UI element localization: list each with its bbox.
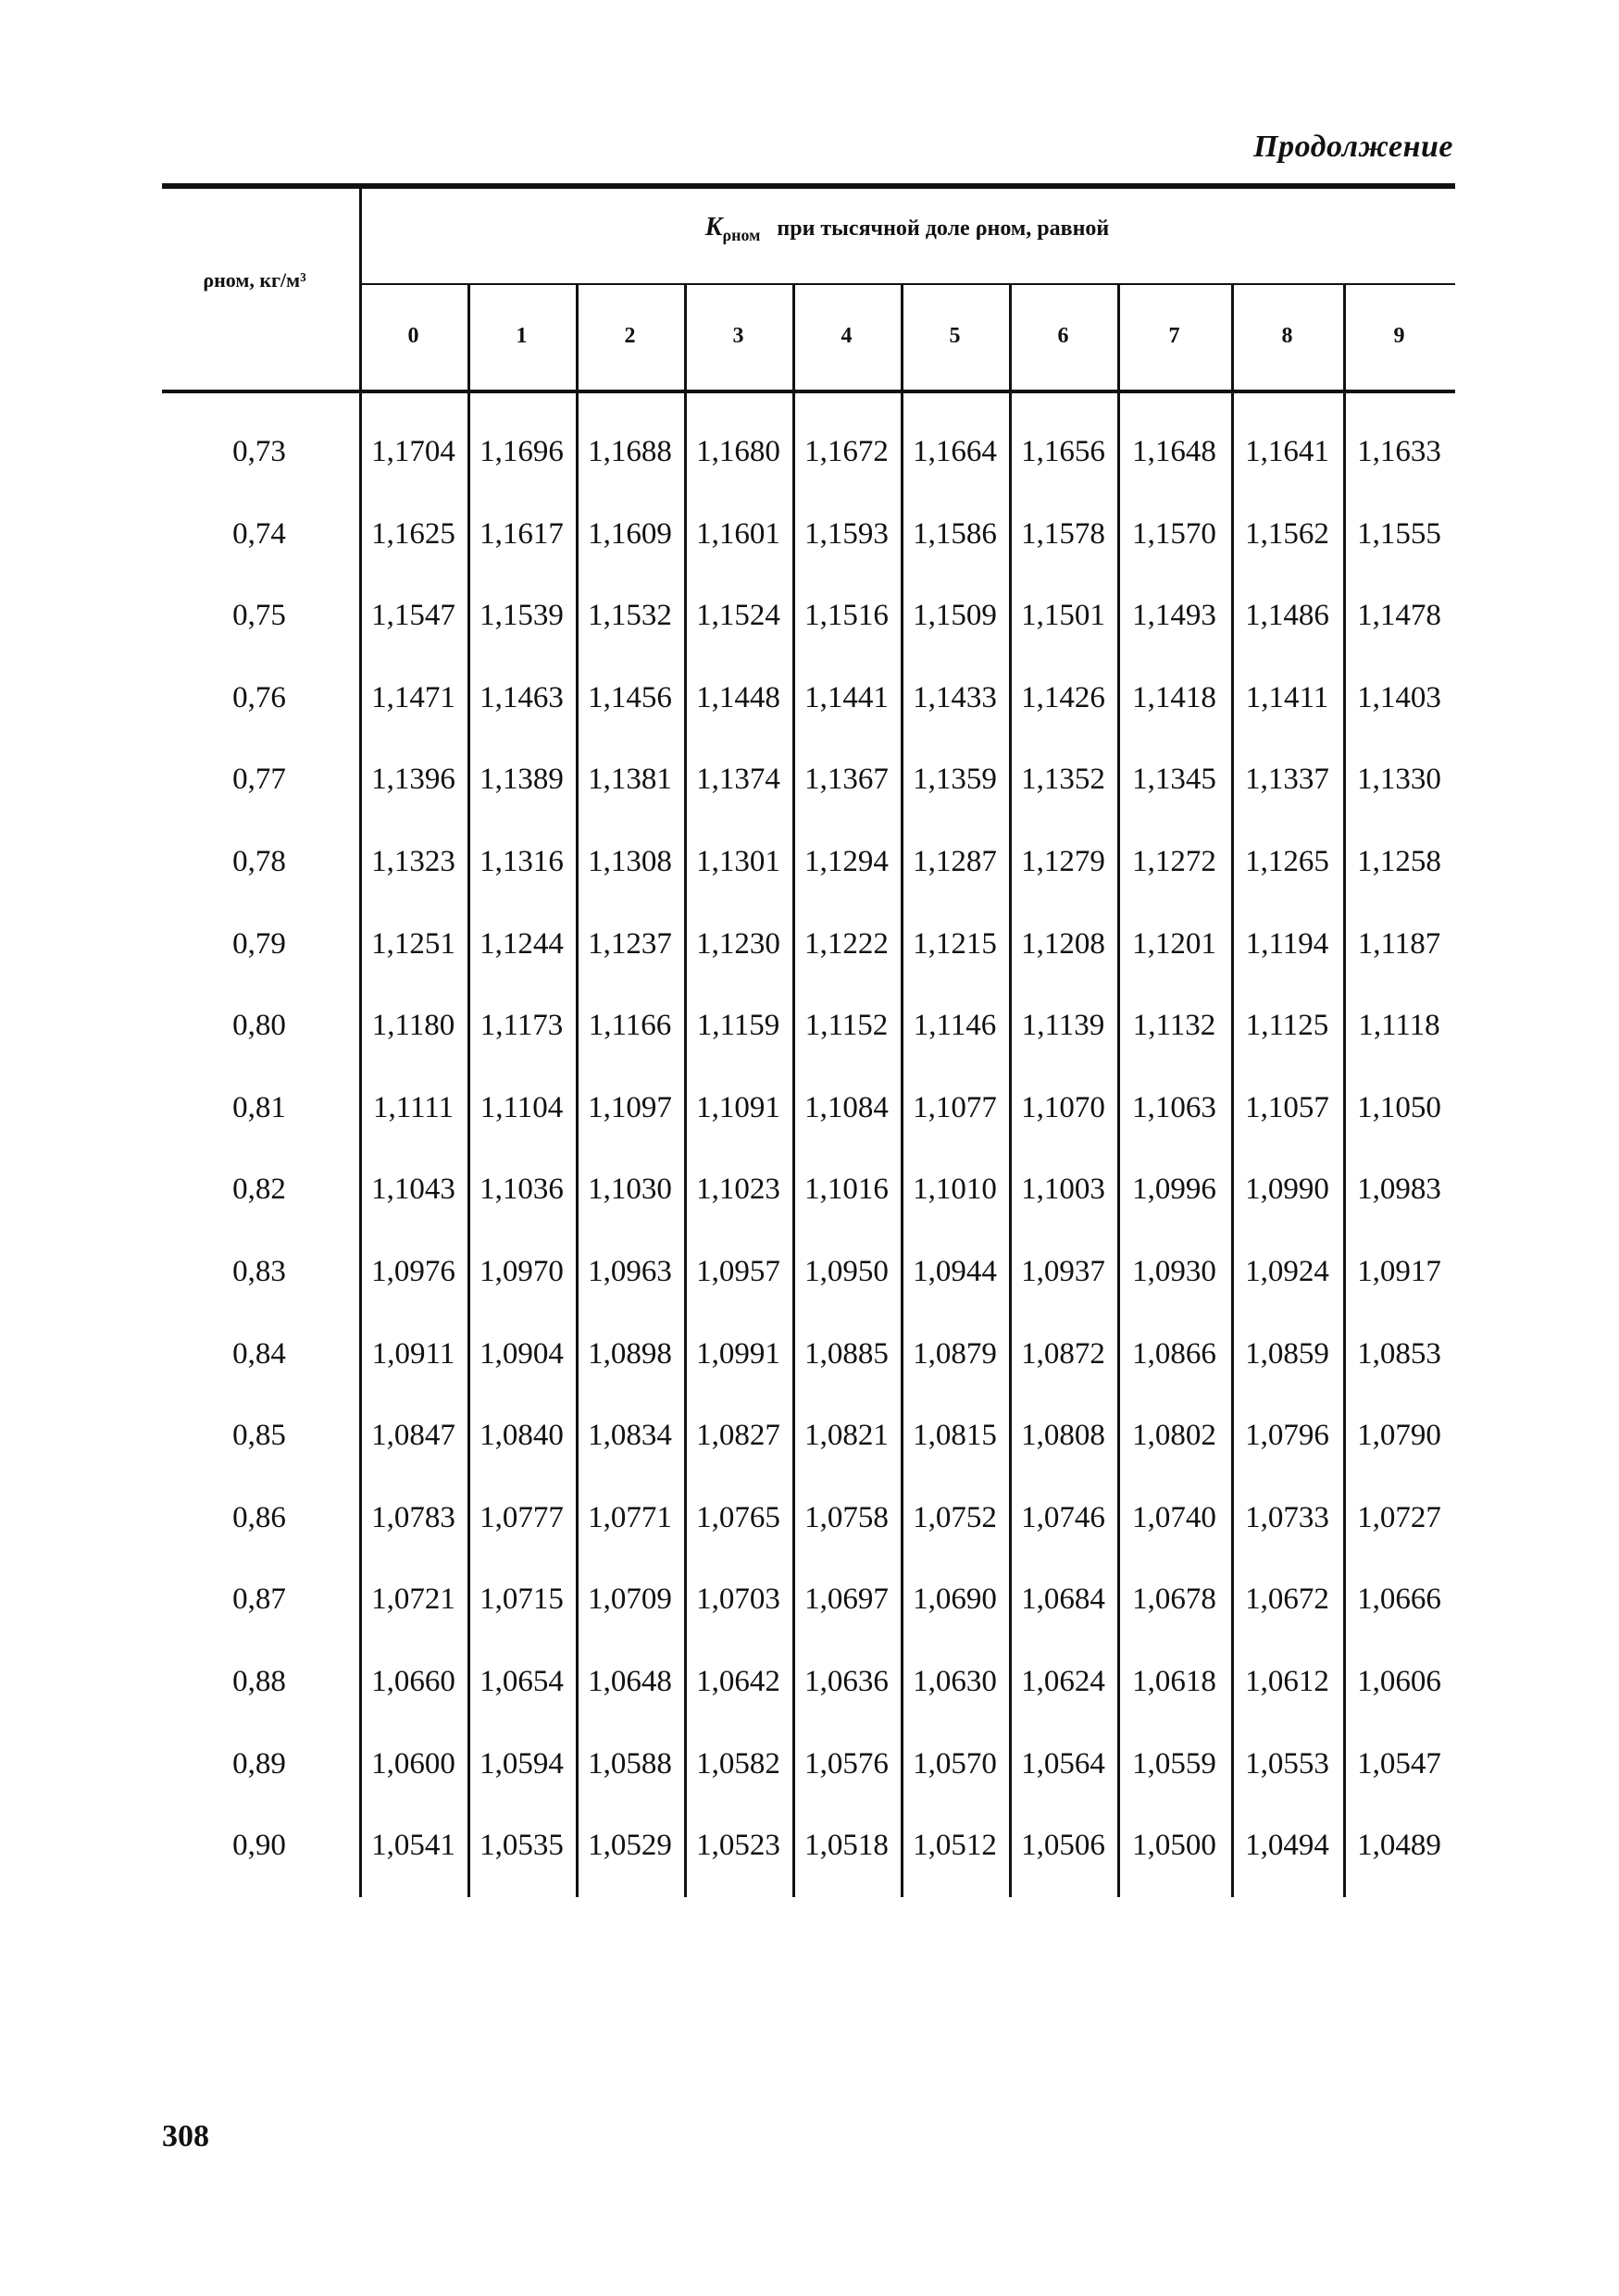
- table-cell: 1,1215: [913, 927, 997, 961]
- table-cell: 1,0885: [804, 1337, 889, 1371]
- table-cell: 1,0853: [1357, 1337, 1441, 1371]
- table-cell: 1,1251: [371, 927, 455, 961]
- table-header-rule: [162, 390, 1455, 393]
- table-cell: 1,0904: [479, 1337, 564, 1371]
- table-cell: 1,1125: [1245, 1009, 1329, 1042]
- column-header: 7: [1168, 324, 1180, 348]
- table-cell: 1,1664: [913, 435, 997, 468]
- table-cell: 1,1057: [1245, 1091, 1329, 1124]
- table-cell: 1,0721: [371, 1582, 455, 1616]
- table-cell: 1,0559: [1132, 1747, 1216, 1781]
- table-cell: 1,0765: [696, 1501, 780, 1534]
- column-header: 2: [624, 324, 636, 348]
- table-cell: 1,1187: [1357, 927, 1441, 961]
- table-cell: 1,0606: [1357, 1665, 1441, 1698]
- row-label: 0,77: [232, 763, 286, 796]
- table-cell: 1,1159: [696, 1009, 780, 1042]
- page-number: 308: [162, 2119, 209, 2153]
- table-cell: 1,1111: [372, 1091, 455, 1124]
- table-cell: 1,1696: [479, 435, 564, 468]
- column-header: 5: [949, 324, 961, 348]
- table-cell: 1,0937: [1021, 1255, 1105, 1288]
- table-cell: 1,0727: [1357, 1501, 1441, 1534]
- table-cell: 1,0612: [1245, 1665, 1329, 1698]
- group-header-symbol: K: [704, 213, 723, 242]
- table-cell: 1,1077: [913, 1091, 997, 1124]
- table-cell: 1,0879: [913, 1337, 997, 1371]
- table-cell: 1,1418: [1132, 681, 1216, 714]
- row-label: 0,81: [232, 1091, 286, 1124]
- table-cell: 1,1003: [1021, 1173, 1105, 1206]
- table-cell: 1,1173: [479, 1009, 564, 1042]
- table-cell: 1,0594: [479, 1747, 564, 1781]
- table-cell: 1,1381: [588, 763, 672, 796]
- table-cell: 1,1463: [479, 681, 564, 714]
- table-cell: 1,1486: [1245, 599, 1329, 632]
- table-cell: 1,0494: [1245, 1829, 1329, 1862]
- table-cell: 1,1532: [588, 599, 672, 632]
- table-cell: 1,1016: [804, 1173, 889, 1206]
- table-cell: 1,1279: [1021, 845, 1105, 878]
- row-label: 0,78: [232, 845, 286, 878]
- table-subheader-rule: [359, 283, 1455, 285]
- table-cell: 1,1287: [913, 845, 997, 878]
- table-cell: 1,0963: [588, 1255, 672, 1288]
- table-cell: 1,1208: [1021, 927, 1105, 961]
- table-cell: 1,1524: [696, 599, 780, 632]
- row-label: 0,84: [232, 1337, 286, 1371]
- table-cell: 1,0740: [1132, 1501, 1216, 1534]
- table-cell: 1,0703: [696, 1582, 780, 1616]
- table-cell: 1,0991: [696, 1337, 780, 1371]
- table-cell: 1,0654: [479, 1665, 564, 1698]
- table-cell: 1,0911: [371, 1337, 455, 1371]
- table-cell: 1,1201: [1132, 927, 1216, 961]
- table-cell: 1,1617: [479, 517, 564, 551]
- table-cell: 1,1367: [804, 763, 889, 796]
- table-cell: 1,1265: [1245, 845, 1329, 878]
- table-cell: 1,0697: [804, 1582, 889, 1616]
- table-cell: 1,1330: [1357, 763, 1441, 796]
- table-cell: 1,1656: [1021, 435, 1105, 468]
- table-cell: 1,1230: [696, 927, 780, 961]
- table-cell: 1,1374: [696, 763, 780, 796]
- table-cell: 1,1403: [1357, 681, 1441, 714]
- row-label: 0,80: [232, 1009, 286, 1042]
- group-header-text: при тысячной доле ρном, равной: [777, 217, 1110, 241]
- table-cell: 1,0512: [913, 1829, 997, 1862]
- table-cell: 1,1547: [371, 599, 455, 632]
- column-header: 6: [1057, 324, 1069, 348]
- column-header: 1: [516, 324, 528, 348]
- table-cell: 1,1091: [696, 1091, 780, 1124]
- table-cell: 1,1222: [804, 927, 889, 961]
- table-cell: 1,1272: [1132, 845, 1216, 878]
- table-cell: 1,1308: [588, 845, 672, 878]
- table-cell: 1,1570: [1132, 517, 1216, 551]
- row-label: 0,90: [232, 1829, 286, 1862]
- row-label: 0,85: [232, 1419, 286, 1452]
- table-cell: 1,1609: [588, 517, 672, 551]
- row-label: 0,88: [232, 1665, 286, 1698]
- table-cell: 1,0588: [588, 1747, 672, 1781]
- table-cell: 1,0523: [696, 1829, 780, 1862]
- table-cell: 1,0917: [1357, 1255, 1441, 1288]
- table-cell: 1,1316: [479, 845, 564, 878]
- table-cell: 1,1132: [1132, 1009, 1216, 1042]
- table-cell: 1,0859: [1245, 1337, 1329, 1371]
- table-cell: 1,0500: [1132, 1829, 1216, 1862]
- column-header: 8: [1281, 324, 1293, 348]
- row-label: 0,83: [232, 1255, 286, 1288]
- table-cell: 1,1036: [479, 1173, 564, 1206]
- table-cell: 1,1471: [371, 681, 455, 714]
- column-header: 4: [841, 324, 853, 348]
- table-cell: 1,1352: [1021, 763, 1105, 796]
- table-cell: 1,1593: [804, 517, 889, 551]
- table-cell: 1,1672: [804, 435, 889, 468]
- table-cell: 1,0582: [696, 1747, 780, 1781]
- table-cell: 1,1396: [371, 763, 455, 796]
- row-label: 0,82: [232, 1173, 286, 1206]
- table-cell: 1,0840: [479, 1419, 564, 1452]
- row-label: 0,89: [232, 1747, 286, 1781]
- group-header-subscript: ρном: [722, 225, 761, 244]
- table-cell: 1,1097: [588, 1091, 672, 1124]
- table-cell: 1,0847: [371, 1419, 455, 1452]
- table-cell: 1,1194: [1245, 927, 1329, 961]
- table-cell: 1,0648: [588, 1665, 672, 1698]
- table-cell: 1,1023: [696, 1173, 780, 1206]
- table-cell: 1,1562: [1245, 517, 1329, 551]
- table-cell: 1,0950: [804, 1255, 889, 1288]
- table-cell: 1,0898: [588, 1337, 672, 1371]
- table-cell: 1,0815: [913, 1419, 997, 1452]
- table-cell: 1,1050: [1357, 1091, 1441, 1124]
- table-cell: 1,1633: [1357, 435, 1441, 468]
- table-cell: 1,1010: [913, 1173, 997, 1206]
- table-cell: 1,0535: [479, 1829, 564, 1862]
- table-cell: 1,0709: [588, 1582, 672, 1616]
- table-cell: 1,1493: [1132, 599, 1216, 632]
- table-cell: 1,0715: [479, 1582, 564, 1616]
- table-cell: 1,0547: [1357, 1747, 1441, 1781]
- row-label: 0,86: [232, 1501, 286, 1534]
- table-cell: 1,0834: [588, 1419, 672, 1452]
- table-cell: 1,1359: [913, 763, 997, 796]
- table-cell: 1,0866: [1132, 1337, 1216, 1371]
- table-cell: 1,0944: [913, 1255, 997, 1288]
- table-cell: 1,0618: [1132, 1665, 1216, 1698]
- table-cell: 1,1166: [588, 1009, 672, 1042]
- table-cell: 1,0489: [1357, 1829, 1441, 1862]
- table-cell: 1,1244: [479, 927, 564, 961]
- table-cell: 1,1258: [1357, 845, 1441, 878]
- table-cell: 1,0666: [1357, 1582, 1441, 1616]
- table-cell: 1,1648: [1132, 435, 1216, 468]
- continuation-label: Продолжение: [1253, 130, 1453, 164]
- table-cell: 1,0802: [1132, 1419, 1216, 1452]
- table-cell: 1,0924: [1245, 1255, 1329, 1288]
- table-cell: 1,1601: [696, 517, 780, 551]
- table-cell: 1,0771: [588, 1501, 672, 1534]
- table-cell: 1,1688: [588, 435, 672, 468]
- table-cell: 1,0636: [804, 1665, 889, 1698]
- table-cell: 1,0630: [913, 1665, 997, 1698]
- table-cell: 1,0529: [588, 1829, 672, 1862]
- table-cell: 1,1139: [1021, 1009, 1105, 1042]
- table-cell: 1,1043: [371, 1173, 455, 1206]
- table-cell: 1,1641: [1245, 435, 1329, 468]
- table-cell: 1,1625: [371, 517, 455, 551]
- table-cell: 1,0678: [1132, 1582, 1216, 1616]
- table-cell: 1,1389: [479, 763, 564, 796]
- table-cell: 1,0600: [371, 1747, 455, 1781]
- table-cell: 1,0990: [1245, 1173, 1329, 1206]
- table-cell: 1,1030: [588, 1173, 672, 1206]
- table-cell: 1,1456: [588, 681, 672, 714]
- table-cell: 1,0553: [1245, 1747, 1329, 1781]
- table-cell: 1,0872: [1021, 1337, 1105, 1371]
- table-cell: 1,0777: [479, 1501, 564, 1534]
- table-cell: 1,1509: [913, 599, 997, 632]
- table-cell: 1,0660: [371, 1665, 455, 1698]
- table-cell: 1,0821: [804, 1419, 889, 1452]
- table-cell: 1,1555: [1357, 517, 1441, 551]
- table-cell: 1,1501: [1021, 599, 1105, 632]
- table-cell: 1,0758: [804, 1501, 889, 1534]
- table-cell: 1,1301: [696, 845, 780, 878]
- table-cell: 1,0672: [1245, 1582, 1329, 1616]
- table-cell: 1,1104: [479, 1091, 564, 1124]
- table-cell: 1,1118: [1358, 1009, 1440, 1042]
- row-label: 0,74: [232, 517, 286, 551]
- table-cell: 1,0518: [804, 1829, 889, 1862]
- table-cell: 1,0957: [696, 1255, 780, 1288]
- table-cell: 1,1426: [1021, 681, 1105, 714]
- table-cell: 1,0976: [371, 1255, 455, 1288]
- table-cell: 1,1337: [1245, 763, 1329, 796]
- table-cell: 1,0733: [1245, 1501, 1329, 1534]
- table-cell: 1,1294: [804, 845, 889, 878]
- table-cell: 1,0808: [1021, 1419, 1105, 1452]
- table-cell: 1,0564: [1021, 1747, 1105, 1781]
- row-label: 0,76: [232, 681, 286, 714]
- table-cell: 1,0576: [804, 1747, 889, 1781]
- table-cell: 1,0930: [1132, 1255, 1216, 1288]
- table-cell: 1,1578: [1021, 517, 1105, 551]
- table-cell: 1,0541: [371, 1829, 455, 1862]
- table-cell: 1,0506: [1021, 1829, 1105, 1862]
- column-header: 9: [1393, 324, 1405, 348]
- table-cell: 1,1152: [804, 1009, 889, 1042]
- table-cell: 1,0684: [1021, 1582, 1105, 1616]
- row-label: 0,87: [232, 1582, 286, 1616]
- table-cell: 1,1478: [1357, 599, 1441, 632]
- column-divider: [359, 189, 362, 390]
- table-cell: 1,1411: [1245, 681, 1329, 714]
- table-cell: 1,1323: [371, 845, 455, 878]
- row-label: 0,73: [232, 435, 286, 468]
- table-cell: 1,1180: [371, 1009, 455, 1042]
- table-cell: 1,0996: [1132, 1173, 1216, 1206]
- table-cell: 1,1516: [804, 599, 889, 632]
- column-header: 3: [732, 324, 744, 348]
- table-cell: 1,1146: [913, 1009, 997, 1042]
- table-cell: 1,0570: [913, 1747, 997, 1781]
- table-cell: 1,1539: [479, 599, 564, 632]
- table-cell: 1,0790: [1357, 1419, 1441, 1452]
- table-cell: 1,1441: [804, 681, 889, 714]
- table-top-rule: [162, 183, 1455, 189]
- table-cell: 1,0970: [479, 1255, 564, 1288]
- table-cell: 1,0827: [696, 1419, 780, 1452]
- table-cell: 1,0690: [913, 1582, 997, 1616]
- row-label: 0,75: [232, 599, 286, 632]
- table-cell: 1,1070: [1021, 1091, 1105, 1124]
- table-cell: 1,1448: [696, 681, 780, 714]
- table-cell: 1,1586: [913, 517, 997, 551]
- table-cell: 1,1237: [588, 927, 672, 961]
- table-cell: 1,0796: [1245, 1419, 1329, 1452]
- table-cell: 1,0624: [1021, 1665, 1105, 1698]
- table-cell: 1,0642: [696, 1665, 780, 1698]
- row-header: ρном, кг/м³: [203, 268, 306, 292]
- table-cell: 1,0983: [1357, 1173, 1441, 1206]
- table-cell: 1,1345: [1132, 763, 1216, 796]
- row-label: 0,79: [232, 927, 286, 961]
- table-cell: 1,1680: [696, 435, 780, 468]
- table-cell: 1,1063: [1132, 1091, 1216, 1124]
- table-cell: 1,0783: [371, 1501, 455, 1534]
- table-cell: 1,0752: [913, 1501, 997, 1534]
- table-cell: 1,1704: [371, 435, 455, 468]
- table-cell: 1,1433: [913, 681, 997, 714]
- column-header: 0: [407, 324, 419, 348]
- table-cell: 1,1084: [804, 1091, 889, 1124]
- table-cell: 1,0746: [1021, 1501, 1105, 1534]
- group-header: [359, 213, 1455, 245]
